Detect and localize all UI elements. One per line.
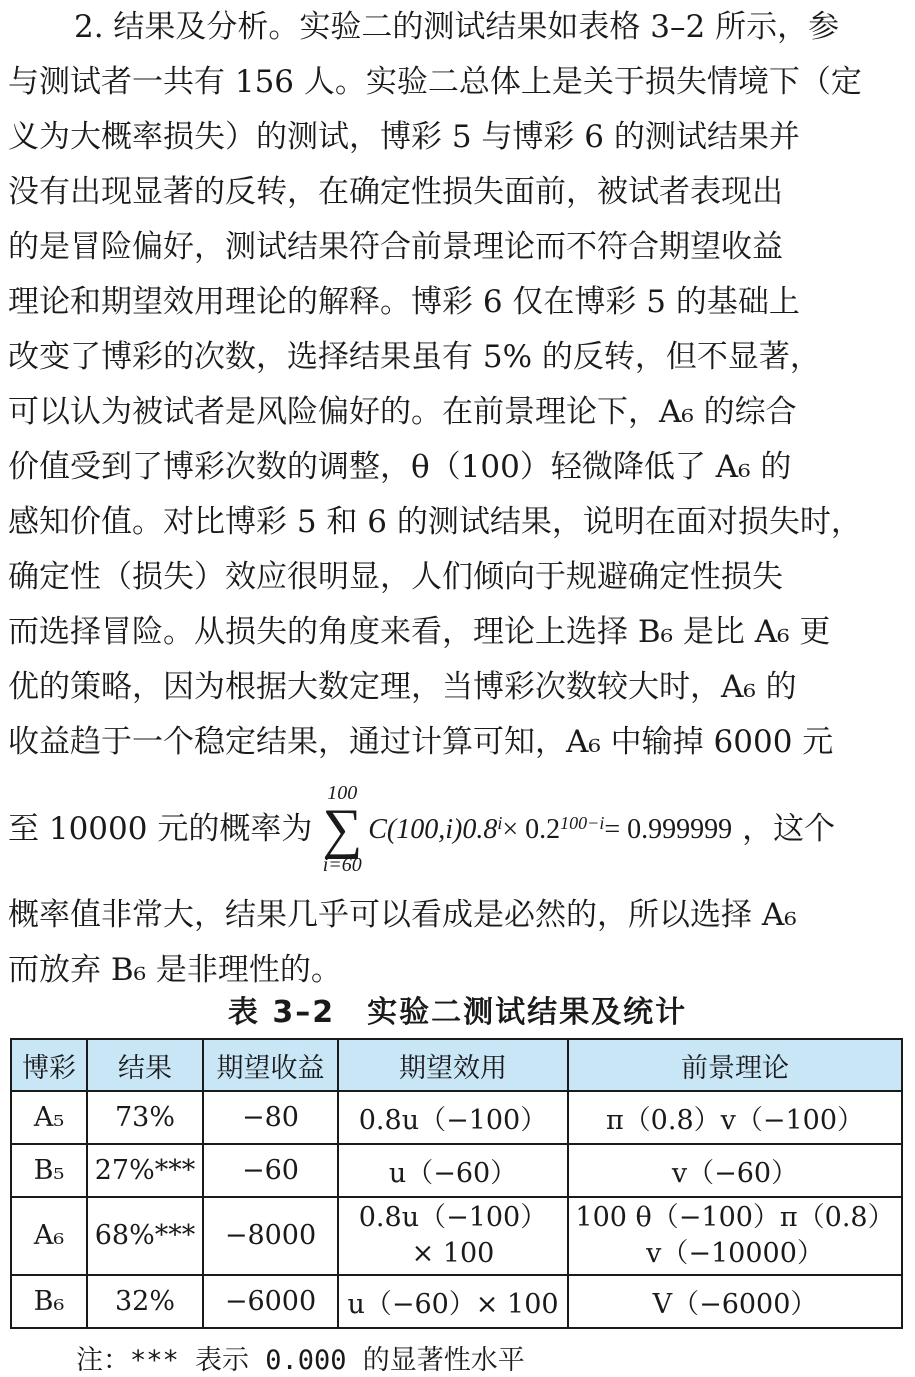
sum-upper-limit: 100 — [327, 782, 358, 804]
cell-lottery: A₆ — [11, 1197, 87, 1275]
table-header-row — [11, 1039, 902, 1091]
cell-result: 68%*** — [87, 1197, 203, 1275]
table-row — [11, 1144, 902, 1197]
cell-expected-return: −80 — [203, 1091, 338, 1144]
header-prospect-theory: 前景理论 — [568, 1039, 902, 1091]
formula-line — [8, 770, 908, 888]
paragraph-line: 价值受到了博彩次数的调整，θ（100）轻微降低了 A₆ 的 — [8, 449, 792, 485]
paragraph-line: 改变了博彩的次数，选择结果虽有 5% 的反转，但不显著， — [8, 339, 821, 375]
cell-prospect-line2: v（−10000） — [646, 1238, 824, 1269]
cell-expected-utility: u（−60） — [338, 1144, 568, 1197]
paragraph-line: 的是冒险偏好，测试结果符合前景理论而不符合期望收益 — [8, 229, 783, 265]
paragraph-line: 而放弃 B₆ 是非理性的。 — [8, 952, 342, 988]
cell-expected-utility-line2: × 100 — [411, 1238, 495, 1269]
formula-exponent-i: i — [497, 812, 503, 833]
paragraph-line: 概率值非常大，结果几乎可以看成是必然的，所以选择 A₆ — [8, 897, 797, 933]
body-paragraph — [8, 0, 908, 998]
paragraph-line: 收益趋于一个稳定结果，通过计算可知，A₆ 中输掉 6000 元 — [8, 724, 834, 760]
formula-trail-text: ，这个 — [742, 810, 836, 847]
cell-prospect-line1: 100 θ（−100）π（0.8） — [575, 1202, 895, 1233]
formula-lead-text: 至 10000 元的概率为 — [8, 810, 313, 847]
paragraph-line: 与测试者一共有 156 人。实验二总体上是关于损失情境下（定 — [8, 64, 862, 100]
formula-exponent-100-i: 100−i — [560, 812, 605, 833]
paragraph-line: 可以认为被试者是风险偏好的。在前景理论下，A₆ 的综合 — [8, 394, 797, 430]
cell-prospect — [568, 1197, 902, 1275]
cell-lottery: A₅ — [11, 1091, 87, 1144]
cell-result: 32% — [87, 1275, 203, 1328]
table-row — [11, 1275, 902, 1328]
header-result: 结果 — [87, 1039, 203, 1091]
paragraph-line: 义为大概率损失）的测试，博彩 5 与博彩 6 的测试结果并 — [8, 119, 800, 155]
results-table — [10, 1038, 903, 1329]
paragraph-line: 理论和期望效用理论的解释。博彩 6 仅在博彩 5 的基础上 — [8, 284, 800, 320]
cell-expected-utility-line1: 0.8u（−100） — [358, 1202, 548, 1233]
cell-prospect: π（0.8）v（−100） — [568, 1091, 902, 1144]
cell-expected-return: −60 — [203, 1144, 338, 1197]
paragraph-line: 而选择冒险。从损失的角度来看，理论上选择 B₆ 是比 A₆ 更 — [8, 614, 831, 650]
sigma-icon: ∑ — [322, 798, 363, 860]
header-expected-utility: 期望效用 — [338, 1039, 568, 1091]
cell-expected-utility: u（−60）× 100 — [338, 1275, 568, 1328]
table-note: 注：*** 表示 0.000 的显著性水平 — [76, 1345, 525, 1376]
paragraph-line: 确定性（损失）效应很明显，人们倾向于规避确定性损失 — [8, 559, 783, 595]
probability-formula — [322, 783, 732, 875]
cell-expected-utility: 0.8u（−100） — [338, 1091, 568, 1144]
header-expected-return: 期望收益 — [203, 1039, 338, 1091]
cell-result: 73% — [87, 1091, 203, 1144]
table-caption: 表 3–2 实验二测试结果及统计 — [227, 995, 688, 1030]
paragraph-line: 2. 结果及分析。实验二的测试结果如表格 3–2 所示，参 — [74, 9, 840, 45]
summation-symbol — [322, 783, 362, 875]
table-row — [11, 1197, 902, 1275]
cell-lottery: B₅ — [11, 1144, 87, 1197]
cell-expected-return: −6000 — [203, 1275, 338, 1328]
paragraph-line: 没有出现显著的反转，在确定性损失面前，被试者表现出 — [8, 174, 783, 210]
paragraph-line: 感知价值。对比博彩 5 和 6 的测试结果，说明在面对损失时， — [8, 504, 862, 540]
formula-middle: × 0.2 — [502, 813, 561, 845]
cell-prospect: V（−6000） — [568, 1275, 902, 1328]
cell-result: 27%*** — [87, 1144, 203, 1197]
table-row — [11, 1091, 902, 1144]
paragraph-line: 优的策略，因为根据大数定理，当博彩次数较大时，A₆ 的 — [8, 669, 797, 705]
sum-lower-limit: i=60 — [322, 854, 362, 876]
cell-expected-return: −8000 — [203, 1197, 338, 1275]
header-lottery: 博彩 — [11, 1039, 87, 1091]
cell-lottery: B₆ — [11, 1275, 87, 1328]
cell-expected-utility — [338, 1197, 568, 1275]
formula-body: C(100,i)0.8 — [368, 813, 498, 845]
cell-prospect: v（−60） — [568, 1144, 902, 1197]
formula-result: = 0.999999 — [604, 813, 733, 845]
